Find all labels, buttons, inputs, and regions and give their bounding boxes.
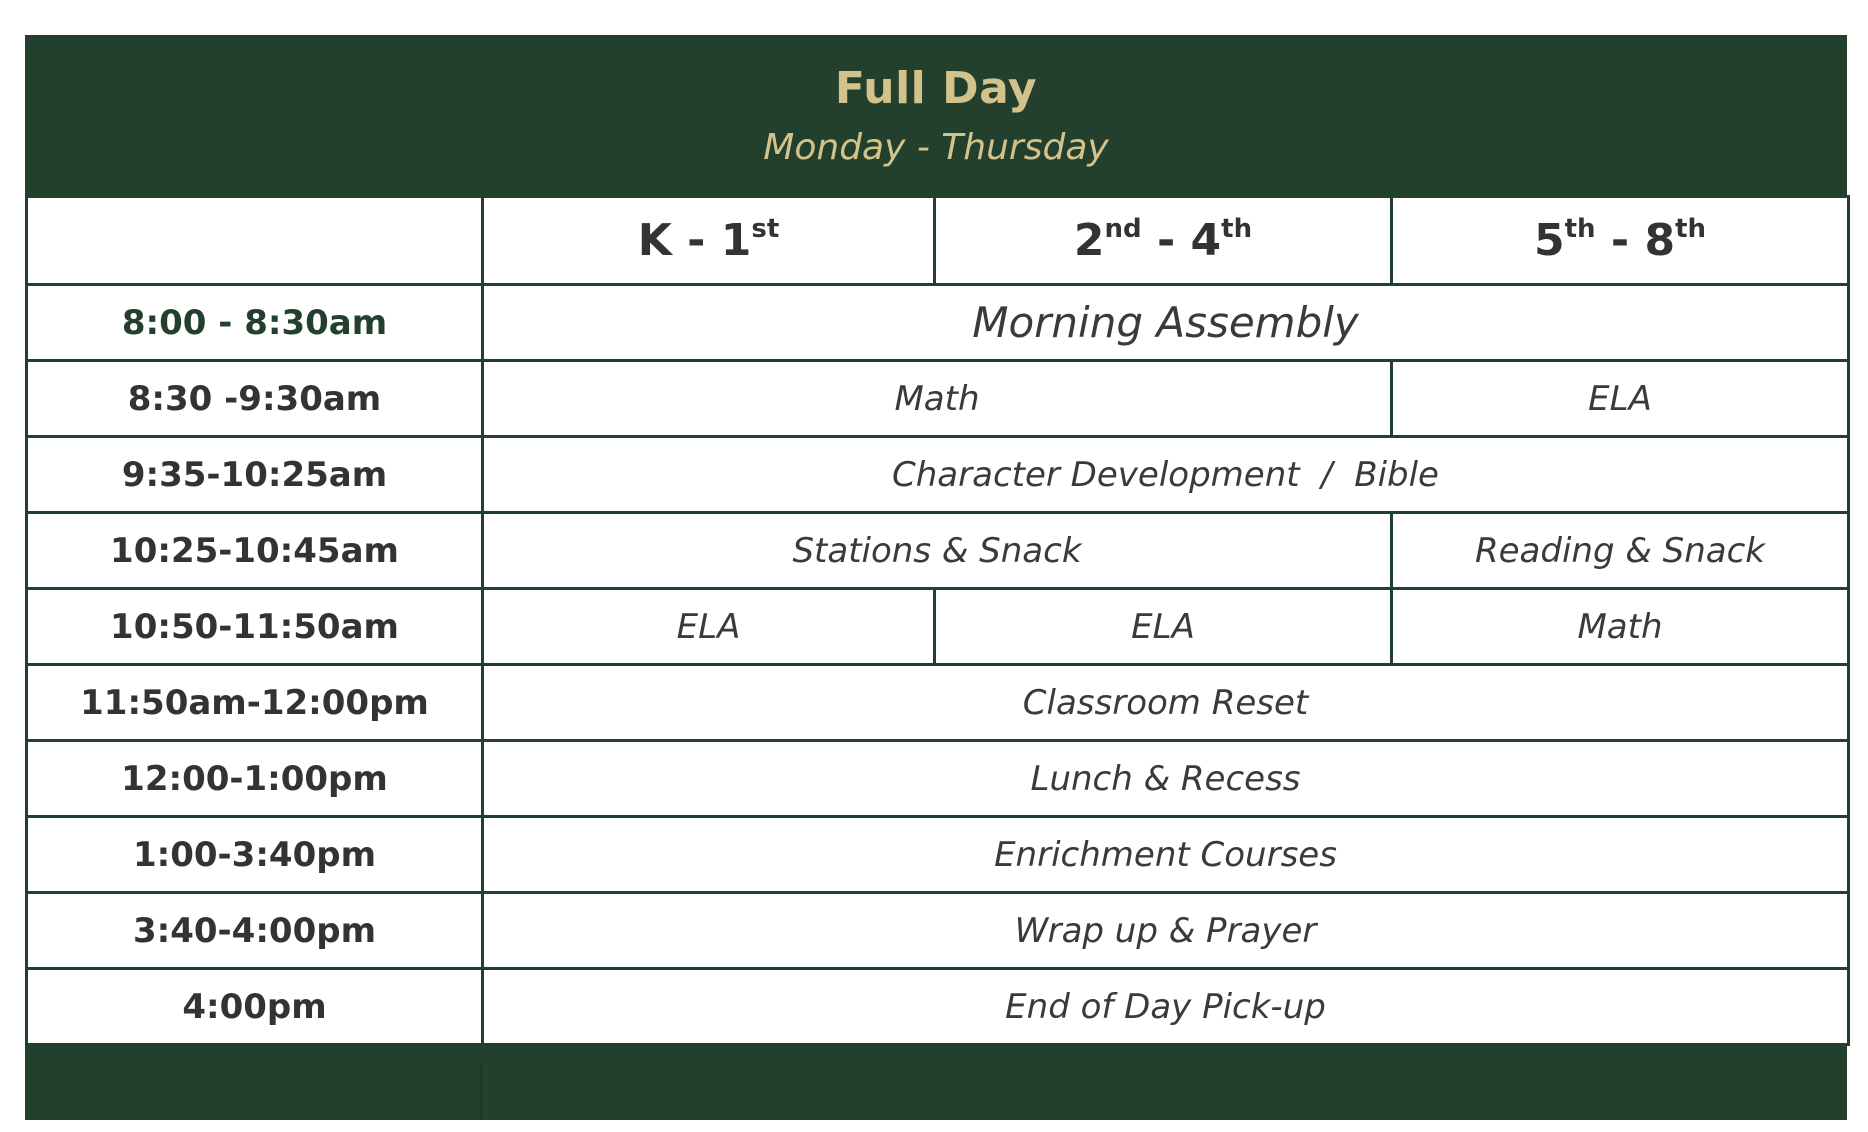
time-cell: 12:00-1:00pm — [27, 741, 483, 817]
time-cell: 10:50-11:50am — [27, 589, 483, 665]
time-cell: 11:50am-12:00pm — [27, 665, 483, 741]
activity-cell: Enrichment Courses — [483, 817, 1849, 893]
time-cell: 3:40-4:00pm — [27, 893, 483, 969]
grade-header-2-4: 2nd - 4th — [935, 197, 1392, 285]
activity-cell: ELA — [1392, 361, 1849, 437]
grade-header-k-1: K - 1st — [483, 197, 935, 285]
table-row — [27, 741, 1849, 817]
table-row — [27, 665, 1849, 741]
activity-cell: ELA — [483, 589, 935, 665]
time-cell: 8:00 - 8:30am — [27, 285, 483, 361]
schedule-table — [25, 195, 1850, 1046]
activity-cell: Character Development / Bible — [483, 437, 1849, 513]
footer-band — [25, 1064, 1847, 1120]
table-row — [27, 437, 1849, 513]
table-row — [27, 513, 1849, 589]
time-cell: 4:00pm — [27, 969, 483, 1045]
time-cell: 9:35-10:25am — [27, 437, 483, 513]
time-cell: 1:00-3:40pm — [27, 817, 483, 893]
schedule-title: Full Day — [834, 63, 1038, 114]
activity-cell: End of Day Pick-up — [483, 969, 1849, 1045]
table-row — [27, 361, 1849, 437]
table-row — [27, 285, 1849, 361]
time-cell: 8:30 -9:30am — [27, 361, 483, 437]
table-row — [27, 969, 1849, 1045]
table-row — [27, 589, 1849, 665]
schedule-header — [25, 35, 1847, 195]
activity-cell: Math — [1392, 589, 1849, 665]
schedule-card — [25, 35, 1847, 1120]
activity-cell: Wrap up & Prayer — [483, 893, 1849, 969]
activity-cell: ELA — [935, 589, 1392, 665]
activity-cell: Morning Assembly — [483, 285, 1849, 361]
header-blank-cell — [27, 197, 483, 285]
activity-cell: Reading & Snack — [1392, 513, 1849, 589]
activity-cell: Math — [483, 361, 1392, 437]
time-cell: 10:25-10:45am — [27, 513, 483, 589]
grade-header-5-8: 5th - 8th — [1392, 197, 1849, 285]
activity-cell: Lunch & Recess — [483, 741, 1849, 817]
schedule-subtitle: Monday - Thursday — [763, 127, 1109, 168]
footer-divider — [480, 1064, 482, 1120]
activity-cell: Stations & Snack — [483, 513, 1392, 589]
table-row — [27, 893, 1849, 969]
table-row — [27, 817, 1849, 893]
grade-header-row — [27, 197, 1849, 285]
activity-cell: Classroom Reset — [483, 665, 1849, 741]
